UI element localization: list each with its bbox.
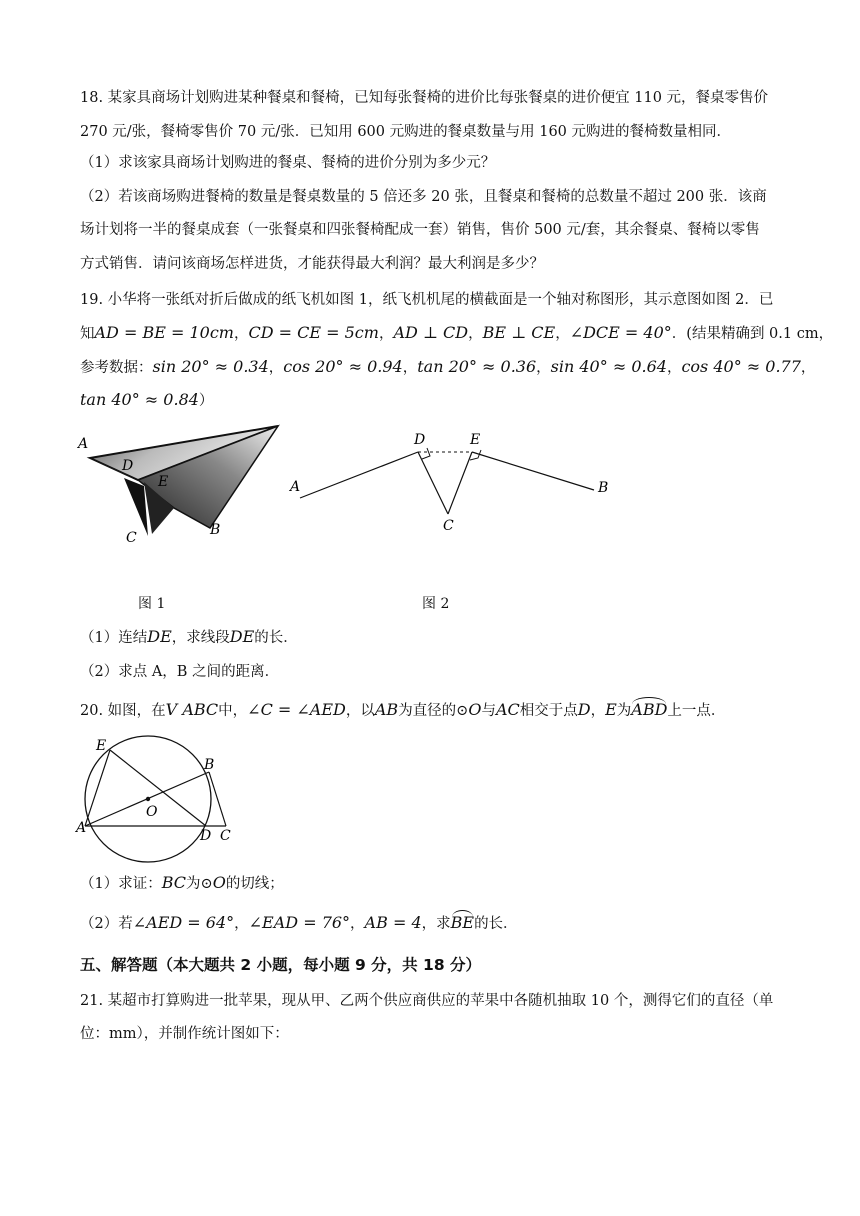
- q20-part1: [80, 873, 790, 894]
- q19-ref5: cos 40° ≈ 0.77: [681, 357, 801, 376]
- fig2-label-e: E: [470, 432, 481, 448]
- q20-part1-o: O: [212, 873, 226, 892]
- q18-part2-line2: 场计划将一半的餐桌成套（一张餐桌和四张餐椅配成一套）销售，售价 500 元/套，其余餐桌、餐椅以零售: [80, 222, 760, 238]
- fig20-label-o: O: [146, 804, 158, 820]
- fig2-label-a: A: [290, 479, 301, 495]
- q19-precision: ．(结果精确到 0.1 cm，: [671, 326, 834, 342]
- q19-ref2: cos 20° ≈ 0.94: [283, 357, 403, 376]
- q20-part2-a: （2）若: [80, 916, 133, 932]
- fig20-label-e: E: [96, 738, 107, 754]
- fig20-label-c: C: [220, 828, 231, 844]
- section5-heading: 五、解答题（本大题共 2 小题，每小题 9 分，共 18 分）: [80, 956, 482, 974]
- q19-ref1: sin 20° ≈ 0.34: [152, 357, 269, 376]
- q19-ref-label: 参考数据：: [80, 360, 153, 376]
- q20-intro-f: 相交于点: [519, 703, 578, 719]
- q21-line2: 位：mm），并制作统计图如下：: [80, 1026, 289, 1042]
- fig1-label-b: B: [210, 522, 221, 538]
- q20-o: O: [468, 700, 482, 719]
- fig1-label-d: D: [122, 458, 134, 474]
- q19-line1: 19. 小华将一张纸对折后做成的纸飞机如图 1，纸飞机机尾的横截面是一个轴对称图形，其示意图如图 2．已: [80, 292, 774, 308]
- figure2-cross-section: [286, 428, 626, 538]
- q19-part1-a: （1）连结: [80, 630, 148, 646]
- q20-arc-be: BE: [450, 913, 475, 932]
- figure1-paper-airplane: [78, 420, 301, 550]
- q20-part1-a: （1）求证：: [80, 876, 162, 892]
- q21-line1: 21. 某超市打算购进一批苹果，现从甲、乙两个供应商供应的苹果中各随机抽取 10 个，测得它们的直径（单: [80, 993, 774, 1009]
- fig1-label-a: A: [78, 436, 89, 452]
- right-angle-mark-e: [470, 450, 481, 460]
- q20-triangle: V ABC: [165, 700, 219, 719]
- q20-intro-c: ，以: [345, 703, 375, 719]
- q20-part2-cond1: ∠AED = 64°: [132, 913, 235, 932]
- q19-line4: [80, 390, 790, 411]
- q20-intro-h: 为: [616, 703, 632, 719]
- q20-part2: （2）若∠AED = 64°，∠EAD = 76°，AB = 4，求BE的长．: [80, 913, 518, 932]
- q20-intro: [80, 700, 790, 721]
- q19-cond5: ∠DCE = 40°: [569, 323, 672, 342]
- fig1-label-c: C: [126, 530, 137, 546]
- figure1-caption: 图 1: [138, 596, 166, 612]
- q18-part2-line3: 方式销售．请问该商场怎样进货，才能获得最大利润？最大利润是多少？: [80, 256, 544, 272]
- q18-line1: 18. 某家具商场计划购进某种餐桌和餐椅，已知每张餐椅的进价比每张餐桌的进价便宜 110 元，餐桌零售价: [80, 90, 769, 106]
- q20-intro-d: 为直径的⊙: [398, 703, 469, 719]
- q19-ref-close: ）: [198, 393, 214, 409]
- q20-intro-a: 20. 如图，在: [80, 703, 166, 719]
- q19-part1: [80, 627, 790, 648]
- q20-part2-cond3: AB = 4: [364, 913, 422, 932]
- q20-d: D: [577, 700, 591, 719]
- q19-part1-b: ，求线段: [171, 630, 230, 646]
- q19-ref4: sin 40° ≈ 0.64: [550, 357, 667, 376]
- q20-intro-e: 与: [481, 703, 496, 719]
- fig2-label-b: B: [598, 480, 609, 496]
- fig20-label-a: A: [76, 820, 87, 836]
- airplane-tail-fin: [124, 478, 148, 536]
- q19-prefix: 知: [80, 326, 95, 342]
- q19-line3: 参考数据：sin 20° ≈ 0.34，cos 20° ≈ 0.94，tan 20° ≈ 0.36，sin 40° ≈ 0.64，cos 40° ≈ 0.77，: [80, 357, 816, 376]
- q20-e: E: [605, 700, 617, 719]
- q20-ab: AB: [374, 700, 399, 719]
- q19-part2: （2）求点 A，B 之间的距离．: [80, 664, 280, 680]
- fig1-label-e: E: [158, 474, 169, 490]
- q19-part1-de1: DE: [147, 627, 172, 646]
- q19-cond2: CD = CE = 5cm: [248, 323, 379, 342]
- q18-part2-line1: （2）若该商场购进餐椅的数量是餐桌数量的 5 倍还多 20 张，且餐桌和餐椅的总数量不超过 200 张．该商: [80, 189, 767, 205]
- q19-line2: 知AD = BE = 10cm，CD = CE = 5cm，AD ⊥ CD，BE ⊥ CE，∠DCE = 40°．(结果精确到 0.1 cm，: [80, 323, 834, 342]
- fig2-label-d: D: [414, 432, 426, 448]
- q20-part2-cond2: ∠EAD = 76°: [248, 913, 351, 932]
- center-point-o: [146, 797, 150, 801]
- q20-intro-b: 中，: [218, 703, 248, 719]
- q20-arc-abd: ABD: [631, 700, 668, 719]
- q18-line2: 270 元/张，餐椅零售价 70 元/张．已知用 600 元购进的餐桌数量与用 160 元购进的餐椅数量相同．: [80, 124, 732, 140]
- right-angle-mark-d: [422, 448, 430, 459]
- q20-part1-bc: BC: [161, 873, 187, 892]
- fig20-label-b: B: [204, 757, 215, 773]
- q20-part1-b: 为⊙: [186, 876, 213, 892]
- q20-intro-i: 上一点．: [667, 703, 726, 719]
- q20-part2-b: ，求: [421, 916, 451, 932]
- q19-cond3: AD ⊥ CD: [393, 323, 469, 342]
- q18-part1: （1）求该家具商场计划购进的餐桌、餐椅的进价分别为多少元？: [80, 155, 496, 171]
- q19-ref6: tan 40° ≈ 0.84: [80, 390, 199, 409]
- q20-intro-g: ，: [590, 703, 606, 719]
- figure-circle-triangle: [76, 736, 246, 861]
- q20-ac: AC: [495, 700, 520, 719]
- fig20-label-d: D: [200, 828, 212, 844]
- figure2-caption: 图 2: [422, 596, 450, 612]
- q19-part1-de2: DE: [229, 627, 255, 646]
- q19-ref3: tan 20° ≈ 0.36: [417, 357, 537, 376]
- fig2-label-c: C: [443, 518, 454, 534]
- q20-part2-c: 的长．: [474, 916, 518, 932]
- q19-cond4: BE ⊥ CE: [482, 323, 556, 342]
- q19-cond1: AD = BE = 10cm: [94, 323, 234, 342]
- q20-condition: ∠C = ∠AED: [247, 700, 346, 719]
- q19-part1-c: 的长．: [254, 630, 298, 646]
- q20-part1-c: 的切线；: [225, 876, 284, 892]
